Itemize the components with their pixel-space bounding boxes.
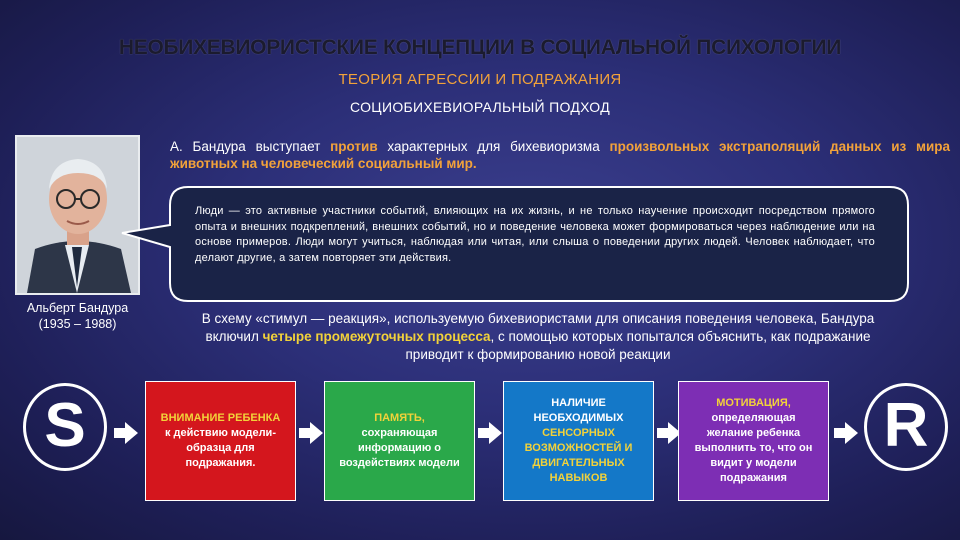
- process-motivation-box: [678, 381, 829, 501]
- intro-text-1: А. Бандура выступает: [170, 139, 331, 154]
- arrow-right-icon: [833, 420, 859, 446]
- process-attention-content: [154, 411, 287, 471]
- process-attention-tag: ВНИМАНИЕ РЕБЕНКА: [160, 412, 281, 424]
- process-attention-text: к действию модели-образца для подражания.: [165, 427, 276, 469]
- process-memory-content: [333, 411, 466, 471]
- process-memory-tag: ПАМЯТЬ,: [374, 412, 425, 424]
- arrow-right-icon: [477, 420, 503, 446]
- reaction-circle: R: [864, 383, 948, 471]
- author-years: (1935 – 1988): [38, 317, 117, 331]
- arrow-right-icon: [298, 420, 324, 446]
- process-skills-content: [512, 396, 645, 486]
- schema-text-2: , с помощью которых попытался объяснить, как подражание приводит к формированию новой реакции: [405, 329, 871, 362]
- process-attention-box: [145, 381, 296, 501]
- intro-paragraph: [170, 138, 950, 172]
- author-name: Альберт Бандура: [26, 301, 129, 315]
- process-memory-box: [324, 381, 475, 501]
- process-skills-text: НАЛИЧИЕ НЕОБХОДИМЫХ: [533, 397, 624, 424]
- theory-subtitle: ТЕОРИЯ АГРЕССИИ И ПОДРАЖАНИЯ: [338, 71, 622, 88]
- process-motivation-text: определяющая желание ребенка выполнить то, что он видит у модели подражания: [694, 412, 813, 484]
- intro-highlight-against: против: [330, 139, 378, 154]
- intro-text-2: характерных для бихевиоризма: [377, 139, 610, 154]
- process-motivation-content: [687, 396, 820, 486]
- process-skills-tag: СЕНСОРНЫХ ВОЗМОЖНОСТЕЙ И ДВИГАТЕЛЬНЫХ НАВЫКОВ: [524, 427, 633, 484]
- schema-highlight: четыре промежуточных процесса: [262, 329, 491, 344]
- intro-highlight-extrapolation: произвольных экстраполяций данных из мира животных на человеческий социальный мир.: [170, 139, 950, 171]
- arrow-right-icon: [113, 420, 139, 446]
- process-skills-box: [503, 381, 654, 501]
- stimulus-circle: S: [23, 383, 107, 471]
- bubble-text: Люди — это активные участники событий, влияющих на их жизнь, и не только научение происходит посредством прямого опыта и внешних подкреплений, внешних событий, но и поведение человека может формироваться через наблюдение или на основе примеров. Люди могут учиться, наблюдая или читая, или слыша о поведении других людей. Человек наблюдает, что делают другие, а затем повторяет эти действия.: [195, 205, 875, 264]
- schema-text-1: В схему «стимул — реакция», используемую бихевиористами для описания поведения человека, Бандура включил: [201, 311, 875, 344]
- process-motivation-tag: МОТИВАЦИЯ,: [716, 397, 791, 409]
- schema-paragraph: [178, 310, 898, 364]
- slide-title: НЕОБИХЕВИОРИСТСКИЕ КОНЦЕПЦИИ В СОЦИАЛЬНОЙ ПСИХОЛОГИИ: [118, 36, 842, 59]
- process-memory-text: сохраняющая информацию о воздействиях модели: [339, 427, 460, 469]
- approach-subtitle: СОЦИОБИХЕВИОРАЛЬНЫЙ ПОДХОД: [350, 99, 610, 115]
